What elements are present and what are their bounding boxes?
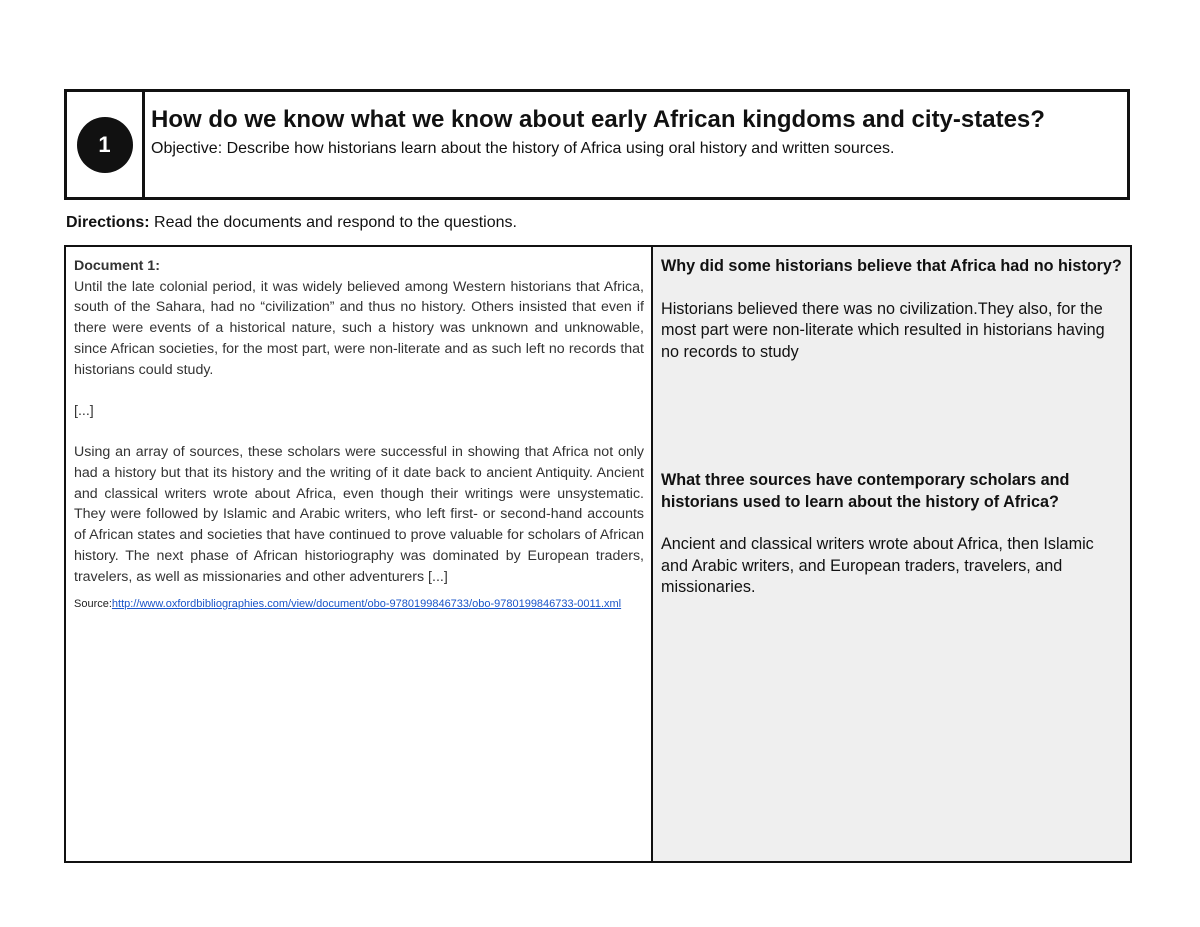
- answer-1[interactable]: Historians believed there was no civilization.They also, for the most part were non-literate which resulted in historians having no records to study: [661, 299, 1105, 361]
- lesson-objective: Objective: Describe how historians learn about the history of Africa using oral history and written sources.: [151, 140, 895, 157]
- lesson-title-cell: [145, 92, 1127, 197]
- question-1: Why did some historians believe that Africa had no history?: [661, 257, 1122, 275]
- directions-label: Directions:: [66, 214, 150, 231]
- document-paragraph-1: Until the late colonial period, it was widely believed among Western historians that Africa, south of the Sahara, had no “civilization” and thus no history. Others insisted that even if there were events of a historical nature, such a history was unknown and unknowable, since African societies, for the most part, were non-literate and as such left no records that historians could study.: [74, 278, 644, 378]
- source-citation: [74, 597, 644, 612]
- document-paragraph-2: Using an array of sources, these scholars were successful in showing that Africa not only had a history but that its history and the writing of it date back to ancient Antiquity. Ancient and classical writers wrote about Africa, even though their writings were unsystematic. They were followed by Islamic and Arabic writers, who left first- or second-hand accounts of African states and societies that have continued to prove valuable for scholars of African history. The next phase of African historiography was dominated by European traders, travelers, as well as missionaries and other adventurers [...]: [74, 444, 644, 585]
- lesson-header: [64, 89, 1130, 200]
- document-table: [64, 245, 1132, 863]
- document-column: [66, 247, 653, 861]
- document-heading: Document 1:: [74, 258, 160, 274]
- document-ellipsis: [...]: [74, 402, 94, 419]
- lesson-number-badge: 1: [77, 117, 133, 173]
- directions: [66, 214, 517, 232]
- lesson-number-cell: [67, 92, 145, 197]
- question-2: What three sources have contemporary scholars and historians used to learn about the history of Africa?: [661, 471, 1070, 511]
- directions-text: Read the documents and respond to the questions.: [149, 214, 517, 231]
- answer-2[interactable]: Ancient and classical writers wrote about Africa, then Islamic and Arabic writers, and European traders, travelers, and missionaries.: [661, 535, 1094, 596]
- answer-column[interactable]: [653, 247, 1130, 861]
- source-label: Source:: [74, 598, 112, 611]
- source-link[interactable]: http://www.oxfordbibliographies.com/view/document/obo-9780199846733/obo-9780199846733-0011.xml: [111, 598, 622, 611]
- lesson-title: How do we know what we know about early African kingdoms and city-states?: [151, 106, 1045, 133]
